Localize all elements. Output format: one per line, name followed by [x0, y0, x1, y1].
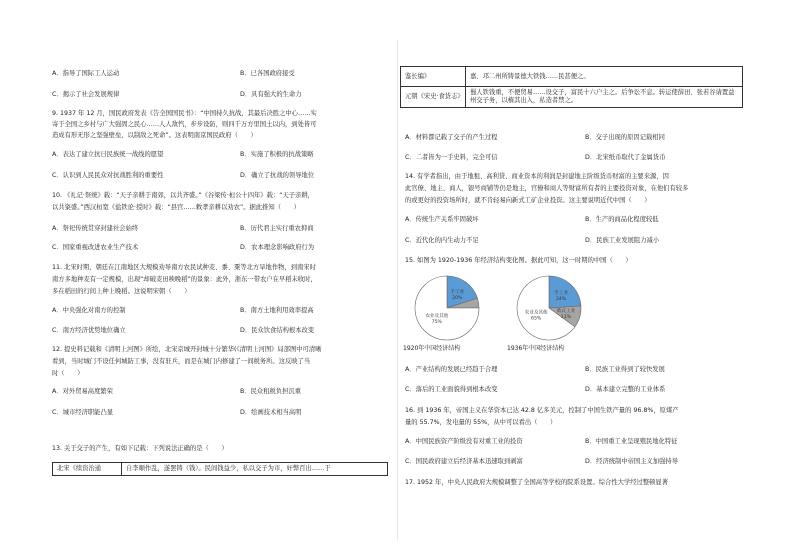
q9-option-d[interactable]: D．确立了抗战的领导地位	[240, 172, 315, 179]
q15-stem: 15. 如图为 1920-1936 年经济结构变化图。据此可知，这一时期的中国（ ）	[405, 257, 632, 264]
q16-option-c[interactable]: C．国民政府建立后经济基本迅速取到剥富	[405, 458, 523, 465]
table-row	[401, 67, 743, 87]
q9-option-a[interactable]: A．表达了建立抗日民族统一战线的愿望	[52, 151, 164, 158]
q16-option-b[interactable]: B．中国重工业呈现殖民地化特征	[585, 438, 678, 445]
q9-option-b[interactable]: B．实施了积极的抗战策略	[240, 151, 314, 158]
q16-option-a[interactable]: A．中国民族资产阶级没有对重工业的投资	[405, 438, 523, 445]
q13-option-a[interactable]: A．材料都记载了交子的产生过程	[405, 134, 498, 141]
q15-option-b[interactable]: B．民族工业得到了较快发展	[585, 366, 665, 373]
q8-option-d[interactable]: D．具有强大的生命力	[240, 91, 302, 98]
pie-chart-1936	[509, 272, 589, 344]
pie-slice-label: 24%	[555, 297, 567, 303]
q11-option-c[interactable]: C．南方经济优势地位确立	[52, 327, 126, 334]
q13-option-d[interactable]: D．北宋纸币取代了金属货币	[585, 154, 666, 161]
q14-option-a[interactable]: A．传统生产关系牢固破坏	[405, 216, 479, 223]
pie-slice-label: 75%	[431, 320, 442, 326]
table-row	[53, 463, 388, 476]
table-row	[401, 87, 743, 108]
source-text-cell: 自李顺作乱，遂罢铸（钱）。民间钱益少，私以交子为市，奸弊百出……于	[122, 463, 388, 476]
q11-option-a[interactable]: A．中央强化对南方的控制	[52, 307, 126, 314]
q15-option-c[interactable]: C．落后的工业面貌得到根本改变	[405, 386, 498, 393]
q12-line-3: 时（ ）	[52, 370, 84, 377]
q8-option-b[interactable]: B．已各国政府接受	[240, 70, 295, 77]
q11-line-2: 南方多地种麦有一定规模，出现“却破麦田秧晚稻”的景象：此外，浙东一带农户在早稻未收时，	[52, 276, 317, 283]
q8-option-a[interactable]: A．指导了国际工人运动	[52, 70, 120, 77]
q17-stem: 17. 1952 年，中央人民政府大规模调整了全国高等学校的院系设置。综合性大学经过整顿显著	[405, 479, 669, 486]
q12-option-d[interactable]: D．绘画技术相当高明	[240, 409, 302, 416]
source-text-cell: 蜀人铁钱重，不便贸易……设交子，富民十六户主之。后争讼不息。转运使薛田、张若谷请置益州交子务，以榷其出入，私造者禁之。	[466, 87, 743, 108]
q13-stem: 13. 关于交子的产生，有如下记载：下列说法正确的是（ ）	[52, 445, 228, 452]
pie-chart-1920	[407, 272, 487, 344]
source-name-cell: 元朝《宋史·食货志》	[401, 87, 466, 108]
q10-option-a[interactable]: A．祭祀传统贯穿封建社会始终	[52, 225, 139, 232]
q14-option-c[interactable]: C．近代化的内生动力不足	[405, 237, 479, 244]
source-text-cell: 嘉、邛二州所铸景德大铁钱……民甚便之。	[466, 67, 743, 87]
q9-option-c[interactable]: C．认识到人民民众对抗战胜利的重要性	[52, 172, 164, 179]
q15-option-a[interactable]: A．产业结构的发展已经趋于合理	[405, 366, 498, 373]
pie-slice-label: 新式工业	[556, 308, 576, 314]
q13-option-b[interactable]: B．交子出现的原因记载相同	[585, 134, 665, 141]
q10-line-2: 以共粢盛。”西汉桓宽《盐铁论·授时》载：“县官……敕孝亲耕以劝农”。据此推知（ ）	[52, 204, 300, 211]
q12-option-b[interactable]: B．民众租税负担沉重	[240, 388, 301, 395]
q10-option-c[interactable]: C．国家重视改进农业生产技术	[52, 244, 139, 251]
pie-slice-label: 农业及其他	[425, 314, 449, 320]
q8-option-c[interactable]: C．揭示了社会发展规律	[52, 91, 120, 98]
q14-line-2: 此官僚、地主、商人，银号商铺等仍是地主，官僚和商人等财富所有者的主要投资对象，在他们有较多	[405, 185, 689, 192]
q11-line-3: 多在稻田的行间上种上晚稻。这说明宋朝（ ）	[52, 288, 191, 295]
pie-slice-label: 20%	[452, 295, 463, 301]
q15-option-d[interactable]: D．基本建立完整的工业体系	[585, 386, 666, 393]
q10-line-1: 10. 《礼记·祭统》载：“天子亲耕于南郊，以共齐盛。”《谷梁传·桓公十四年》载：“天子亲耕，	[52, 192, 314, 199]
q10-option-d[interactable]: D．农本理念影响政府行为	[240, 244, 315, 251]
pie-slice-label: 11%	[560, 314, 572, 320]
q16-option-d[interactable]: D．经济统制中帝国主义加强持导	[585, 458, 679, 465]
q11-option-b[interactable]: B．南方土地利用效率提高	[240, 307, 314, 314]
q11-option-d[interactable]: D．民众饮食结构根本改变	[240, 327, 315, 334]
pie-slice-label: 手工业	[450, 289, 465, 295]
q13-source-table-part1	[52, 462, 388, 476]
q14-option-b[interactable]: B．生产的商品化程度较低	[585, 216, 659, 223]
pie-chart-1936-title: 1936年中国经济结构	[507, 345, 565, 352]
q14-line-3: 的或更好的投资场所时，就不肯轻易向新式工矿企业投资。这主要说明近代中国（ ）	[405, 197, 651, 204]
q9-line-3: 造成有形无形之坚强壁垒，以制敌之死命”。这表明南京国民政府（ ）	[52, 132, 257, 139]
q13-source-table-part2	[400, 66, 743, 108]
pie-slice-label: 手工业	[554, 291, 568, 297]
pie-slice-label: 65%	[531, 316, 542, 322]
pie-chart-1920-title: 1920年中国经济结构	[403, 345, 461, 352]
q11-line-1: 11. 北宋时期，朝廷在江南地区大规模劝导南方农民试种麦、黍、粟等北方旱地作物，到南宋时	[52, 264, 316, 271]
source-name-cell: 北宋《续资治通	[53, 463, 122, 476]
q13-option-c[interactable]: C．二者皆为一手史料，完全可信	[405, 154, 498, 161]
q12-option-c[interactable]: C．城市经济职能凸显	[52, 409, 114, 416]
q12-option-a[interactable]: A．对外贸易高度繁荣	[52, 388, 113, 395]
q12-line-2: 看到，当时城门不设任何城防工事，没有驻兵，而是在城门内修建了一间税务所。这反映了当	[52, 358, 311, 365]
q12-line-1: 12. 提史料记载和《清明上河图》所绘，北宋京城开封城十分繁华(《清明上河图》局部图中可清晰	[52, 346, 322, 353]
q9-line-2: 寄于全国之乡村与广大强固之民心……人人敌忾，步步设防，则四千万方里国土以内，到处皆可	[52, 121, 317, 128]
source-name-cell: 鉴长编》	[401, 67, 466, 87]
q14-option-d[interactable]: D．民族工业发展阻力减小	[585, 237, 660, 244]
column-divider	[397, 40, 398, 540]
q16-line-2: 量的 55.7%，发电量的 55%，从中可以看出（ ）	[405, 419, 557, 426]
q9-line-1: 9. 1937 年 12 月，国民政府发表《告全国国民书》：“中国持久抗战，其最后决胜之中心……实	[52, 110, 317, 117]
pie-slice-label: 农业及其他	[524, 310, 548, 316]
q16-line-1: 16. 到 1936 年，帝国主义在华资本已达 42.8 亿多美元，控制了中国生铁产量的 96.8%，原煤产	[405, 407, 679, 414]
q10-option-b[interactable]: B．历代君主实行重农抑商	[240, 225, 314, 232]
q14-line-1: 14. 有学者指出，由于地租、高利贷、商业资本的利润是封建地主阶级货币财富的主要来源，因	[405, 173, 669, 180]
